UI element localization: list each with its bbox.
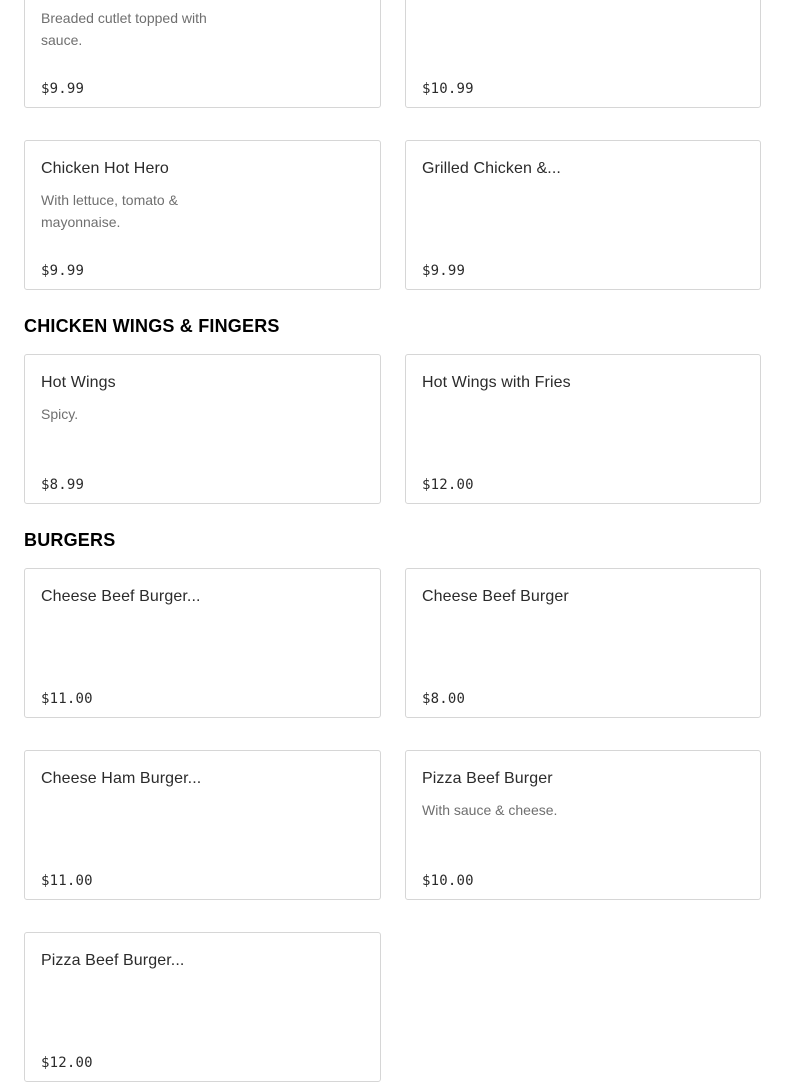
menu-item-name: Hot Wings with Fries bbox=[422, 374, 571, 391]
menu-item-name: Cheese Beef Burger... bbox=[41, 588, 201, 605]
menu-item-card[interactable] bbox=[24, 568, 381, 718]
menu-item-card[interactable] bbox=[24, 354, 381, 504]
menu-item-price: $9.99 bbox=[41, 263, 85, 279]
menu-item-card[interactable] bbox=[405, 750, 761, 900]
menu-item-card[interactable] bbox=[405, 140, 761, 290]
menu-item-price: $10.99 bbox=[422, 81, 474, 97]
menu-item-description: Spicy. bbox=[41, 406, 79, 422]
menu-item-price: $9.99 bbox=[41, 81, 85, 97]
menu-item-card[interactable] bbox=[24, 140, 381, 290]
section-title-wings: CHICKEN WINGS & FINGERS bbox=[24, 316, 280, 336]
menu-item-card[interactable] bbox=[24, 0, 381, 108]
menu-item-card[interactable] bbox=[405, 568, 761, 718]
menu-item-price: $8.99 bbox=[41, 477, 85, 493]
menu-item-price: $9.99 bbox=[422, 263, 466, 279]
menu-item-description: With sauce & cheese. bbox=[422, 802, 558, 818]
section-title-burgers: BURGERS bbox=[24, 530, 116, 550]
menu-item-name: Hot Wings bbox=[41, 374, 116, 391]
menu-item-name: Chicken Hot Hero bbox=[41, 160, 169, 177]
menu-item-card[interactable] bbox=[405, 354, 761, 504]
menu-item-name: Grilled Chicken &... bbox=[422, 160, 561, 177]
menu-item-name: Pizza Beef Burger... bbox=[41, 952, 185, 969]
menu-item-price: $11.00 bbox=[41, 691, 93, 707]
menu-item-price: $8.00 bbox=[422, 691, 466, 707]
menu-item-name: Cheese Ham Burger... bbox=[41, 770, 202, 787]
menu-item-description: Breaded cutlet topped with sauce. bbox=[41, 10, 207, 48]
menu-item-card[interactable] bbox=[24, 932, 381, 1082]
menu-item-description: With lettuce, tomato & mayonnaise. bbox=[41, 192, 178, 230]
menu-item-card[interactable] bbox=[405, 0, 761, 108]
menu-item-name: Pizza Beef Burger bbox=[422, 770, 553, 787]
menu-item-price: $10.00 bbox=[422, 873, 474, 889]
menu-item-price: $11.00 bbox=[41, 873, 93, 889]
menu-item-price: $12.00 bbox=[41, 1055, 93, 1071]
menu-item-price: $12.00 bbox=[422, 477, 474, 493]
menu-item-name: Cheese Beef Burger bbox=[422, 588, 569, 605]
menu-item-card[interactable] bbox=[24, 750, 381, 900]
